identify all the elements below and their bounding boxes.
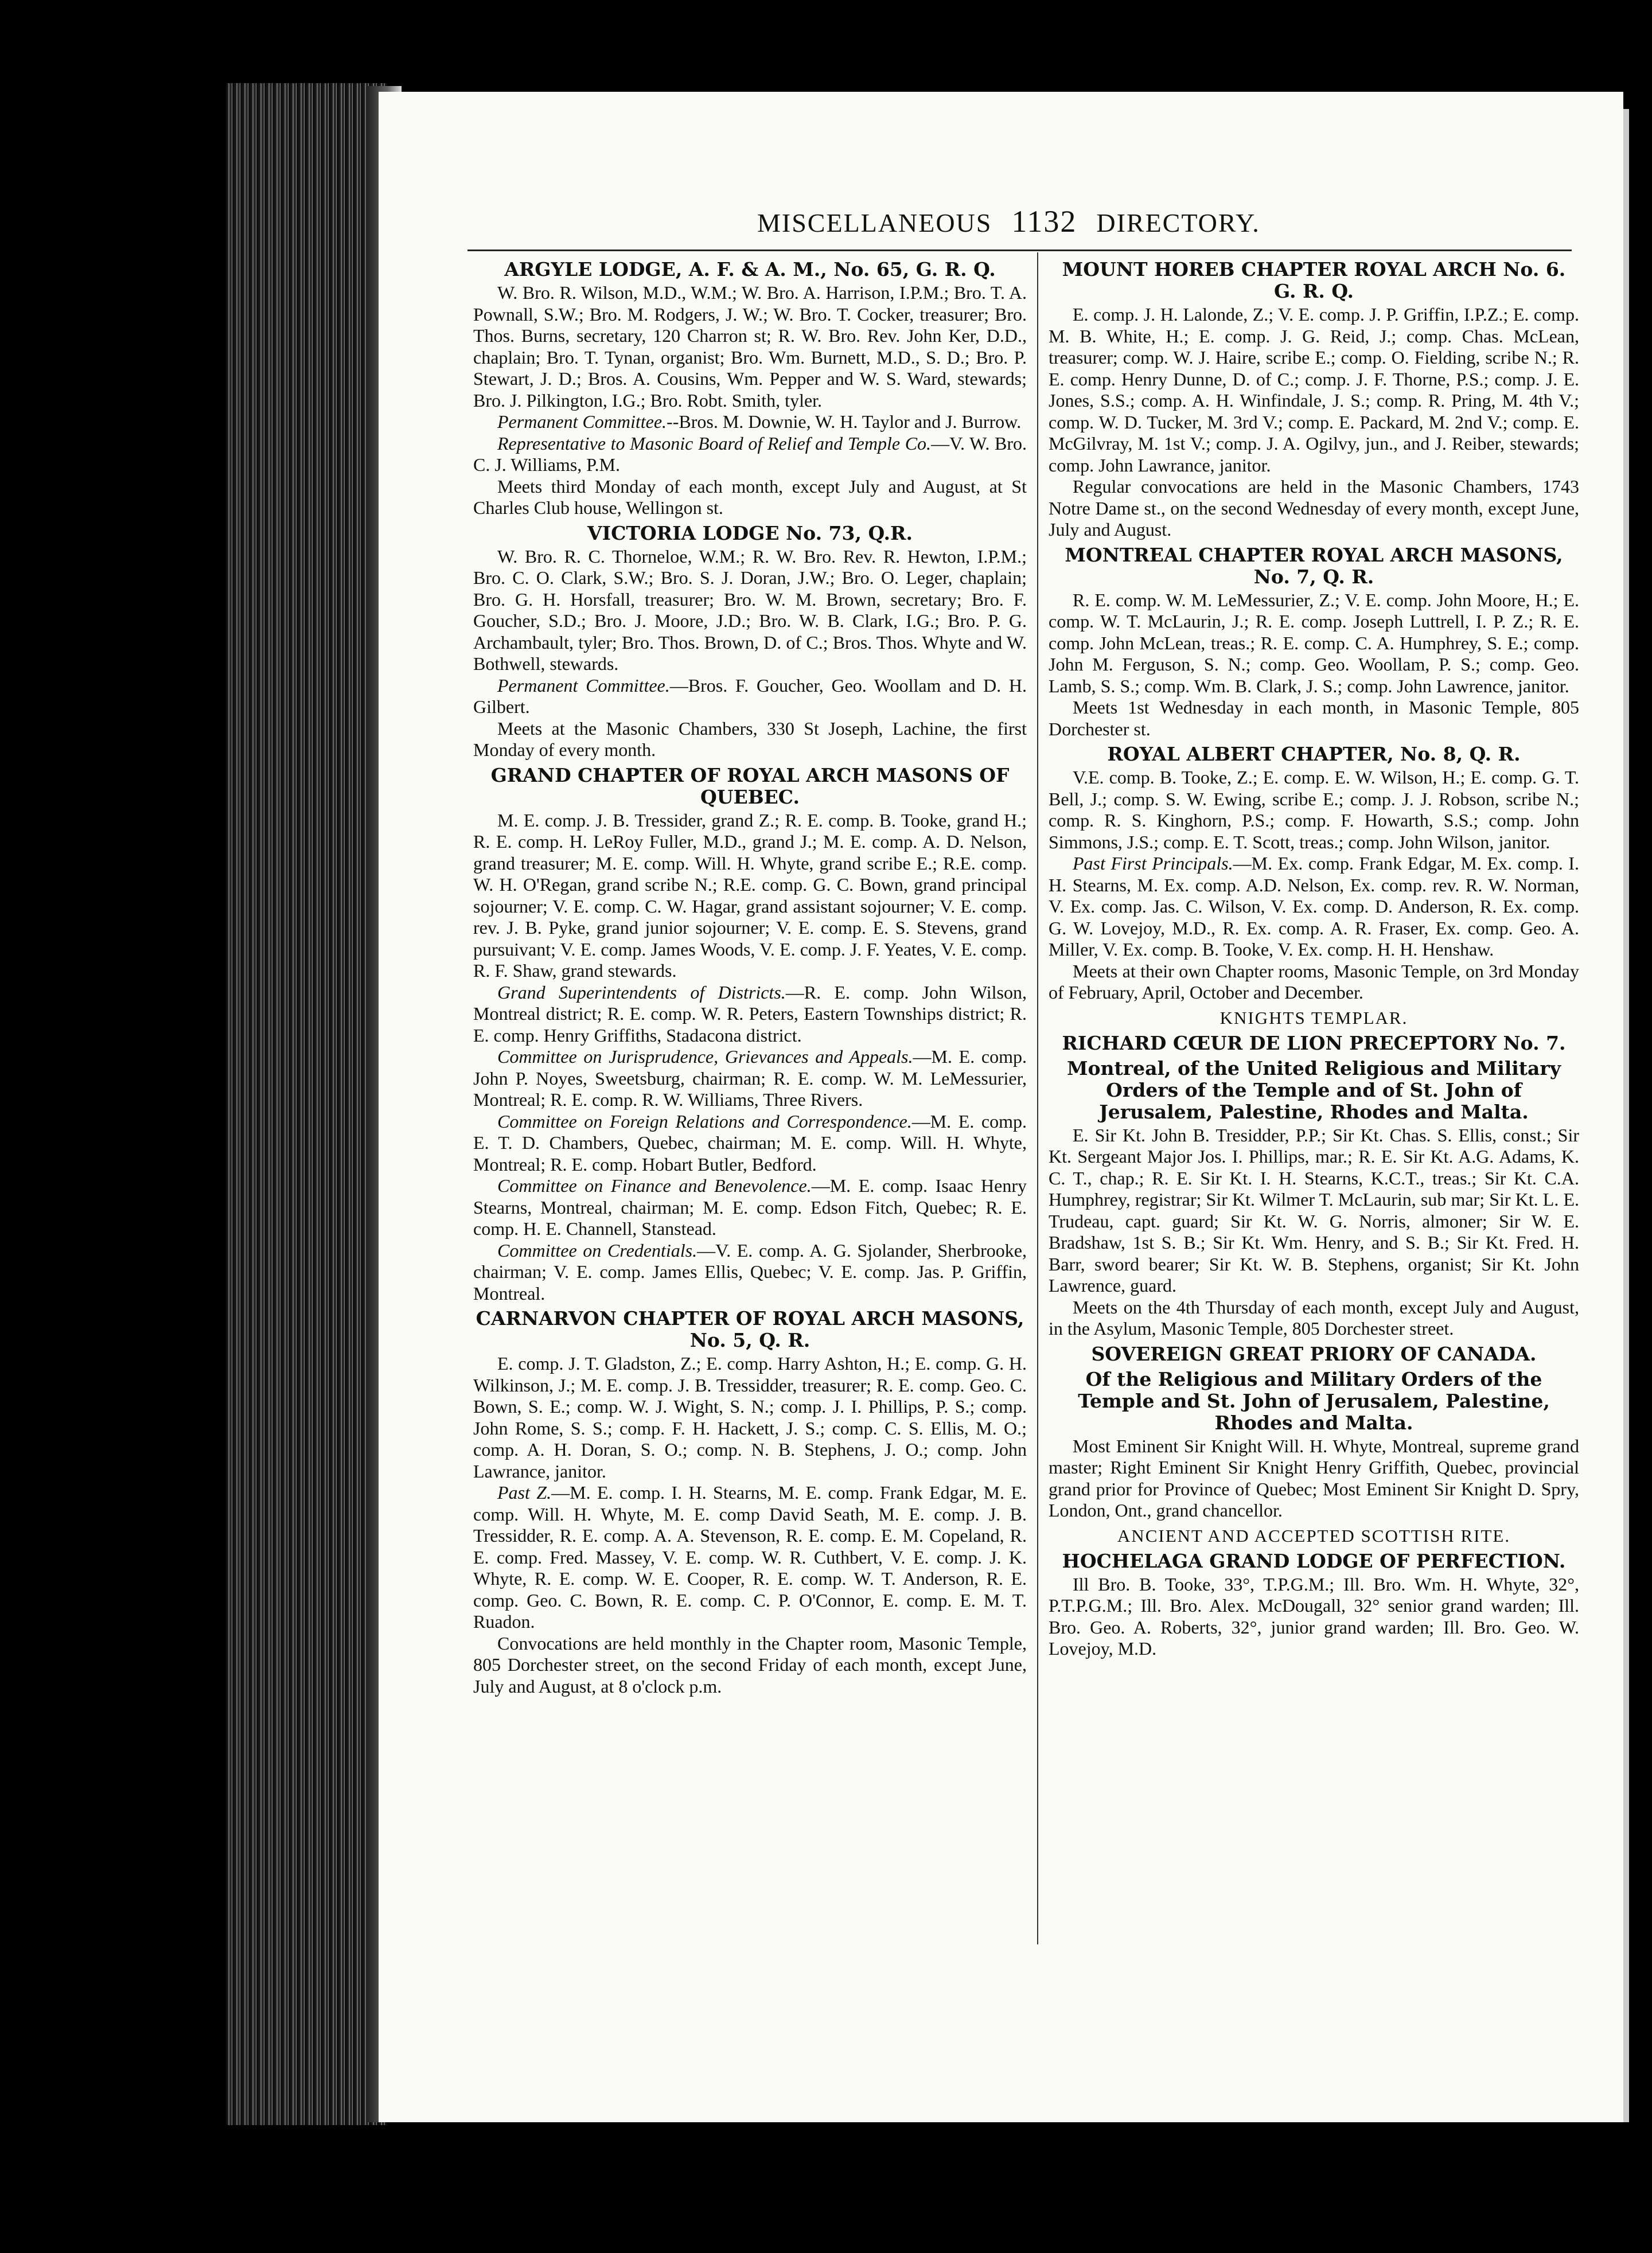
entry-paragraph [1049,961,1579,1004]
entry-text: W. Bro. R. Wilson, M.D., W.M.; W. Bro. A. Harrison, I.P.M.; Bro. T. A. Pownall, S.W.; Bro. M. Rodgers, J. W.; W. Bro. T. Cocker, treasurer; Bro. Thos. Burns, secretary, 120 Charron st; R. W. Bro. Rev. John Ker, D.D., chaplain; Bro. T. Tynan, organist; Bro. Wm. Burnett, M.D., S. D.; Bro. P. Stewart, J. D.; Bros. A. Cousins, Wm. Pepper and W. S. Ward, stewards; Bro. J. Pilkington, I.G.; Bro. Robt. Smith, tyler. [473,282,1027,411]
entry-label: Committee on Foreign Relations and Correspondence. [497,1110,912,1132]
entry-label: Committee on Credentials. [497,1239,698,1261]
entry-text: —M. E. comp. John P. Noyes, Sweetsburg, chairman; R. E. comp. W. M. LeMessurier, Montreal; R. E. comp. R. W. Williams, Three Rivers. [473,1046,1027,1110]
entry-paragraph [1049,304,1579,476]
entry-text: Meets at the Masonic Chambers, 330 St Joseph, Lachine, the first Monday of every month. [473,718,1027,760]
entry-label: Committee on Jurisprudence, Grievances and Appeals. [497,1046,913,1067]
entry-paragraph [473,982,1027,1047]
entry-text: Meets on the 4th Thursday of each month, except July and August, in the Asylum, Masonic Temple, 805 Dorchester street. [1049,1296,1579,1339]
entry-paragraph [473,1633,1027,1698]
entry-paragraph [473,1111,1027,1176]
section-subheading: KNIGHTS TEMPLAR. [1219,1007,1408,1028]
header-section-right: DIRECTORY. [1096,208,1260,237]
entry-paragraph [473,675,1027,718]
entry-text: —M. E. comp. E. T. D. Chambers, Quebec, chairman; M. E. comp. Will. H. Whyte, Montreal; R. E. comp. Hobart Butler, Bedford. [473,1110,1027,1175]
page-number: 1132 [1011,204,1077,239]
entry-paragraph [1049,590,1579,697]
column-divider [1037,252,1038,1944]
entry-text: Ill Bro. B. Tooke, 33°, T.P.G.M.; Ill. Bro. Wm. H. Whyte, 32°, P.T.P.G.M.; Ill. Bro. Alex. McDougall, 32° senior grand warden; Ill. Bro. Geo. A. Roberts, 32°, junior grand warden; Ill. Bro. Geo. W. Lovejoy, M.D. [1049,1573,1579,1659]
section-heading: Of the Religious and Military Orders of the Temple and St. John of Jerusalem, Palestine, Rhodes and Malta. [1078,1367,1550,1434]
entry-text: Most Eminent Sir Knight Will. H. Whyte, Montreal, supreme grand master; Right Eminent Sir Knight Henry Griffith, Quebec, provincial grand prior for Province of Quebec; Most Eminent Sir Knight D. Spry, London, Ont., grand chancellor. [1049,1435,1579,1521]
entry-text: E. Sir Kt. John B. Tresidder, P.P.; Sir Kt. Chas. S. Ellis, const.; Sir Kt. Sergeant Major Jos. I. Phillips, mar.; R. E. Sir Kt. A.G. Adams, K. C. T., chap.; R. E. Sir Kt. I. H. Stearns, K.C.T., treas.; Sir Kt. C.A. Humphrey, registrar; Sir Kt. Wilmer T. McLaurin, sub mar; Sir Kt. L. E. Trudeau, capt. guard; Sir Kt. W. G. Norris, almoner; Sir W. E. Bradshaw, 1st S. B.; Sir Kt. Wm. Henry, and S. B.; Sir Kt. Fred. H. Barr, sword bearer; Sir Kt. W. B. Stephens, organist; Sir Kt. John Lawrence, guard. [1049,1124,1579,1296]
entry-paragraph [473,546,1027,675]
section-heading: ARGYLE LODGE, A. F. & A. M., No. 65, G. R. Q. [504,258,996,280]
section-heading: HOCHELAGA GRAND LODGE OF PERFECTION. [1062,1549,1566,1572]
entry-text: Convocations are held monthly in the Chapter room, Masonic Temple, 805 Dorchester street, on the second Friday of each month, except June, July and August, at 8 o'clock p.m. [473,1632,1027,1697]
section-heading: VICTORIA LODGE No. 73, Q.R. [587,521,913,544]
entry-text: R. E. comp. W. M. LeMessurier, Z.; V. E. comp. John Moore, H.; E. comp. W. T. McLaurin, J.; R. E. comp. Joseph Luttrell, I. P. Z.; R. E. comp. John McLean, treas.; R. E. comp. C. A. Humphrey, S. E.; comp. John M. Ferguson, S. N.; comp. Geo. Woollam, P. S.; comp. Geo. Lamb, S. S.; comp. Wm. B. Clark, J. S.; comp. John Lawrence, janitor. [1049,589,1579,696]
entry-label: Past Z. [497,1482,552,1503]
section-heading: SOVEREIGN GREAT PRIORY OF CANADA. [1091,1342,1537,1365]
entry-text: Meets third Monday of each month, except July and August, at St Charles Club house, Wellingon st. [473,475,1027,518]
entry-paragraph [473,718,1027,761]
entry-text: —M. E. comp. Isaac Henry Stearns, Montreal, chairman; M. E. comp. Edson Fitch, Quebec; R. E. comp. H. E. Channell, Stanstead. [473,1175,1027,1239]
entry-paragraph [1049,1436,1579,1522]
entry-paragraph [1049,1574,1579,1660]
entry-text: —M. E. comp. I. H. Stearns, M. E. comp. Frank Edgar, M. E. comp. Will. H. Whyte, M. E. comp David Seath, M. E. comp. J. B. Tressidder, R. E. comp. A. A. Stevenson, R. E. comp. E. M. Copeland, R. E. comp. Fred. Massey, V. E. comp. W. R. Cuthbert, V. E. comp. J. K. Whyte, R. E. comp. W. E. Cooper, R. E. comp. W. T. Anderson, R. E. comp. Geo. C. Bown, R. E. comp. C. P. O'Connor, E. comp. E. M. T. Ruadon. [473,1482,1027,1632]
section-heading: MOUNT HOREB CHAPTER ROYAL ARCH No. 6. G. R. Q. [1062,258,1566,302]
entry-paragraph [473,433,1027,476]
book-spine-edge [227,83,387,2125]
section-subheading: ANCIENT AND ACCEPTED SCOTTISH RITE. [1117,1525,1511,1546]
entry-paragraph [473,1175,1027,1240]
entry-text: E. comp. J. H. Lalonde, Z.; V. E. comp. J. P. Griffin, I.P.Z.; E. comp. M. B. White, H.; E. comp. J. G. Reid, J.; comp. Chas. McLean, treasurer; comp. W. J. Haire, scribe E.; comp. O. Fielding, scribe N.; R. E. comp. Henry Dunne, D. of C.; comp. J. F. Thorne, P.S.; comp. J. E. Jones, S.S.; comp. A. H. Winfindale, J. S.; comp. R. Pring, M. 4th V.; comp. W. D. Tucker, M. 3rd V.; comp. E. Packard, M. 2nd V.; comp. E. McGilvray, M. 1st V.; comp. J. A. Ogilvy, jun., and J. Reiber, stewards; comp. John Lawrance, janitor. [1049,304,1579,475]
section-heading: ROYAL ALBERT CHAPTER, No. 8, Q. R. [1107,743,1521,765]
entry-text: —Bros. F. Goucher, Geo. Woollam and D. H. Gilbert. [473,675,1027,717]
entry-text: M. E. comp. J. B. Tressider, grand Z.; R. E. comp. B. Tooke, grand H.; R. E. comp. H. LeRoy Fuller, M.D., grand J.; M. E. comp. A. D. Nelson, grand treasurer; M. E. comp. Will. H. Whyte, grand scribe E.; R.E. comp. W. H. O'Regan, grand scribe N.; R.E. comp. G. C. Bown, grand principal sojourner; V. E. comp. C. W. Hagar, grand assistant sojourner; V. E. comp. rev. J. B. Pyke, grand junior sojourner; V. E. comp. E. S. Stevens, grand pursuivant; V. E. comp. James Woods, V. E. comp. J. F. Yeates, V. E. comp. R. F. Shaw, grand stewards. [473,809,1027,981]
header-section-left: MISCELLANEOUS [757,208,992,237]
section-heading: MONTREAL CHAPTER ROYAL ARCH MASONS, No. 7, Q. R. [1065,543,1563,588]
entry-text: —R. E. comp. John Wilson, Montreal district; R. E. comp. W. R. Peters, Eastern Townships district; R. E. comp. Henry Griffiths, Stadacona district. [473,981,1027,1046]
entry-paragraph [1049,853,1579,961]
entry-text: —M. Ex. comp. Frank Edgar, M. Ex. comp. I. H. Stearns, M. Ex. comp. A.D. Nelson, Ex. comp. rev. R. W. Norman, V. Ex. comp. Jas. C. Wilson, V. Ex. comp. D. Anderson, R. Ex. comp. G. W. Lovejoy, M.D., R. Ex. comp. A. R. Fraser, Ex. comp. Geo. A. Miller, V. Ex. comp. B. Tooke, V. Ex. comp. H. H. Henshaw. [1049,853,1579,960]
section-heading: RICHARD CŒUR DE LION PRECEPTORY No. 7. [1062,1031,1566,1054]
entry-label: Permanent Committee. [497,411,667,432]
entry-label: Grand Superintendents of Districts. [497,981,786,1003]
entry-paragraph [1049,767,1579,853]
entry-label: Committee on Finance and Benevolence. [497,1175,812,1196]
entry-text: E. comp. J. T. Gladston, Z.; E. comp. Harry Ashton, H.; E. comp. G. H. Wilkinson, J.; M. E. comp. J. B. Tressidder, treasurer; R. E. comp. Geo. C. Bown, S. E.; comp. W. J. Wight, S. N.; comp. J. I. Phillips, P. S.; comp. John Rome, S. S.; comp. F. H. Hackett, J. S.; comp. C. S. Ellis, M. O.; comp. A. H. Doran, S. O.; comp. N. B. Stephens, J. O.; comp. John Lawrance, janitor. [473,1353,1027,1482]
entry-paragraph [473,1240,1027,1305]
running-header [757,204,1273,238]
entry-paragraph [473,1482,1027,1633]
page-edge [1623,109,1629,2122]
left-column [473,255,1027,1953]
right-column [1049,255,1579,1953]
entry-paragraph [1049,476,1579,541]
entry-paragraph [473,476,1027,519]
section-heading: Montreal, of the United Religious and Military Orders of the Temple and of St. John of Jerusalem, Palestine, Rhodes and Malta. [1066,1057,1561,1123]
entry-text: Meets 1st Wednesday in each month, in Masonic Temple, 805 Dorchester st. [1049,697,1579,739]
entry-paragraph [473,411,1027,433]
entry-paragraph [473,1353,1027,1482]
entry-label: Representative to Masonic Board of Relief and Temple Co. [497,432,932,454]
entry-paragraph [1049,1125,1579,1297]
entry-paragraph [473,282,1027,411]
entry-paragraph [1049,697,1579,740]
entry-paragraph [473,810,1027,982]
entry-paragraph [473,1046,1027,1111]
entry-paragraph [1049,1297,1579,1340]
entry-text: W. Bro. R. C. Thorneloe, W.M.; R. W. Bro. Rev. R. Hewton, I.P.M.; Bro. C. O. Clark, S.W.; Bro. S. J. Doran, J.W.; Bro. O. Leger, chaplain; Bro. G. H. Horsfall, treasurer; Bro. W. M. Brown, secretary; Bro. F. Goucher, S.D.; Bro. J. Moore, J.D.; Bro. W. B. Clark, I.G.; Bro. P. G. Archambault, tyler; Bro. Thos. Brown, D. of C.; Bros. Thos. Whyte and W. Bothwell, stewards. [473,545,1027,674]
entry-label: Permanent Committee. [497,675,670,696]
entry-label: Past First Principals. [1073,853,1233,874]
entry-text: Meets at their own Chapter rooms, Masonic Temple, on 3rd Monday of February, April, October and December. [1049,960,1579,1003]
entry-text: V.E. comp. B. Tooke, Z.; E. comp. E. W. Wilson, H.; E. comp. G. T. Bell, J.; comp. S. W. Ewing, scribe E.; comp. J. J. Robson, scribe N.; comp. R. S. Kinghorn, P.S.; comp. F. Howarth, S.S.; comp. John Simmons, J.S.; comp. E. T. Scott, treas.; comp. John Wilson, janitor. [1049,767,1579,852]
section-heading: GRAND CHAPTER OF ROYAL ARCH MASONS OF QUEBEC. [490,763,1010,808]
entry-text: --Bros. M. Downie, W. H. Taylor and J. Burrow. [667,411,1022,432]
entry-text: Regular convocations are held in the Masonic Chambers, 1743 Notre Dame st., on the second Wednesday of every month, except June, July and August. [1049,476,1579,540]
section-heading: CARNARVON CHAPTER OF ROYAL ARCH MASONS, No. 5, Q. R. [476,1307,1024,1351]
entry-text: —V. E. comp. A. G. Sjolander, Sherbrooke, chairman; V. E. comp. James Ellis, Quebec; V. E. comp. Jas. P. Griffin, Montreal. [473,1239,1027,1304]
entry-text: —V. W. Bro. C. J. Williams, P.M. [473,432,1027,475]
header-rule [467,250,1572,251]
